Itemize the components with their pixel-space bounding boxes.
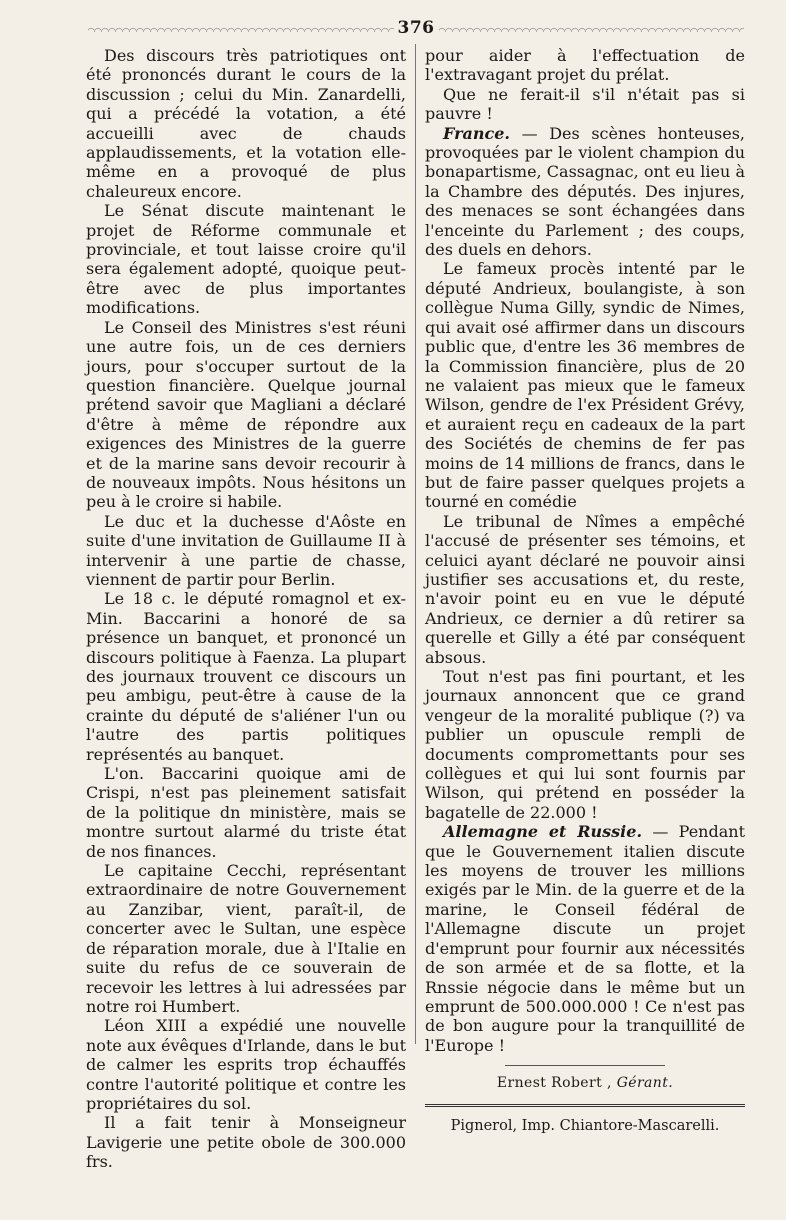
paragraph: Il a fait tenir à Monseigneur Lavigerie une petite obole de 300.000 frs. [86, 1113, 406, 1172]
header-ornament-right [439, 24, 745, 32]
signature-role: Gérant. [616, 1075, 674, 1092]
signature-name: Ernest Robert , [496, 1075, 612, 1092]
paragraph: Des discours très patriotiques ont été prononcés durant le cours de la discussion ; celui du Min. Zanardelli, qui a précédé la votation, a été accueilli avec de chauds applaudissements, et la votation elle-même en a provoqué de plus chaleureux encore. [86, 46, 406, 201]
paragraph: Tout n'est pas fini pourtant, et les journaux annoncent que ce grand vengeur de la moralité publique (?) va publier un opuscule rempli de documents compromettants pour ses collègues et qui lui sont fournis par Wilson, qui prétend en posséder la bagatelle de 22.000 ! [425, 667, 745, 822]
paragraph: Le Sénat discute maintenant le projet de Réforme communale et provinciale, et tout laisse croire qu'il sera également adopté, quoique peut-être avec de plus importantes modifications. [86, 201, 406, 318]
paragraph: Le Conseil des Ministres s'est réuni une autre fois, un de ces derniers jours, pour s'occuper surtout de la question financière. Quelque journal prétend savoir que Magliani a déclaré d'être à même de répondre aux exigences des Ministres de la guerre et de la marine sans devoir recourir à de nouveaux impôts. Nous hésitons un peu à le croire si habile. [86, 317, 406, 512]
section-heading-germany-russia: Allemagne et Russie. [443, 822, 643, 842]
paragraph: Le 18 c. le député romagnol et ex-Min. Baccarini a honoré de sa présence un banquet, et prononcé un discours politique à Faenza. La plupart des journaux trouvent ce discours un peu ambigu, peut-être à cause de la crainte du député de s'aliéner l'un ou l'autre des partis politiques représentés au banquet. [86, 589, 406, 764]
header-ornament-left [88, 24, 394, 32]
left-column [86, 46, 406, 1172]
paragraph: Le fameux procès intenté par le député Andrieux, boulangiste, à son collègue Numa Gilly, syndic de Nimes, qui avait osé affirmer dans un discours public que, d'entre les 36 membres de la Commission financière, plus de 20 ne valaient pas mieux que le fameux Wilson, gendre de l'ex Président Grévy, et auraient reçu en cadeaux de la part des Sociétés de chemins de fer pas moins de 14 millions de francs, dans le but de faire passer quelques projets a tourné en comédie [425, 259, 745, 512]
paragraph: Le duc et la duchesse d'Aôste en suite d'une invitation de Guillaume II à intervenir à une partie de chasse, viennent de partir pour Berlin. [86, 511, 406, 589]
paragraph: L'on. Baccarini quoique ami de Crispi, n'est pas pleinement satisfait de la politique dn ministère, mais se montre surtout alarmé du triste état de nos finances. [86, 764, 406, 861]
printer-imprint: Pignerol, Imp. Chiantore-Mascarelli. [450, 1117, 720, 1134]
column-divider [415, 44, 416, 1044]
footer-rule [425, 1104, 745, 1107]
germany-russia-section [425, 822, 745, 1055]
page-number: 376 [397, 18, 435, 38]
right-column [425, 46, 745, 1136]
paragraph: Que ne ferait-il s'il n'était pas si pauvre ! [425, 84, 745, 124]
paragraph: Léon XIII a expédié une nouvelle note aux évêques d'Irlande, dans le but de calmer les esprits trop échauffés contre l'autorité politique et contre les propriétaires du sol. [86, 1016, 406, 1113]
france-section [425, 124, 745, 260]
paragraph: Le tribunal de Nîmes a empêché l'accusé de présenter ses témoins, et celuici ayant déclaré ne pouvoir ainsi justifier ses accusations et, du reste, n'avoir point eu en vue le député Andrieux, ce dernier a dû retirer sa querelle et Gilly a été par conséquent absous. [425, 511, 745, 667]
signature [425, 1074, 745, 1093]
section-text: — Pendant que le Gouvernement italien discute les moyens de trouver les millions exigés par le Min. de la guerre et de la marine, le Conseil fédéral de l'Allemagne discute un projet d'emprunt pour fournir aux nécessités de son armée et de sa flotte, et la Rnssie négocie dans le même but un emprunt de 500.000.000 ! Ce n'est pas de bon augure pour la tranquillité de l'Europe ! [425, 822, 745, 1055]
paragraph: Le capitaine Cecchi, représentant extraordinaire de notre Gouvernement au Zanzibar, vient, paraît-il, de concerter avec le Sultan, une espèce de réparation morale, due à l'Italie en suite du refus de ce souverain de recevoir les lettres à lui adressées par notre roi Humbert. [86, 861, 406, 1016]
section-text: — Des scènes honteuses, provoquées par le violent champion du bonapartisme, Cassagnac, ont eu lieu à la Chambre des députés. Des injures, des menaces se sont échangées dans l'enceinte du Parlement ; des coups, des duels en dehors. [425, 123, 745, 260]
signature-rule [505, 1065, 665, 1066]
paragraph: pour aider à l'effectuation de l'extravagant projet du prélat. [425, 46, 745, 85]
section-heading-france: France. [443, 123, 510, 143]
page-header [88, 14, 744, 42]
